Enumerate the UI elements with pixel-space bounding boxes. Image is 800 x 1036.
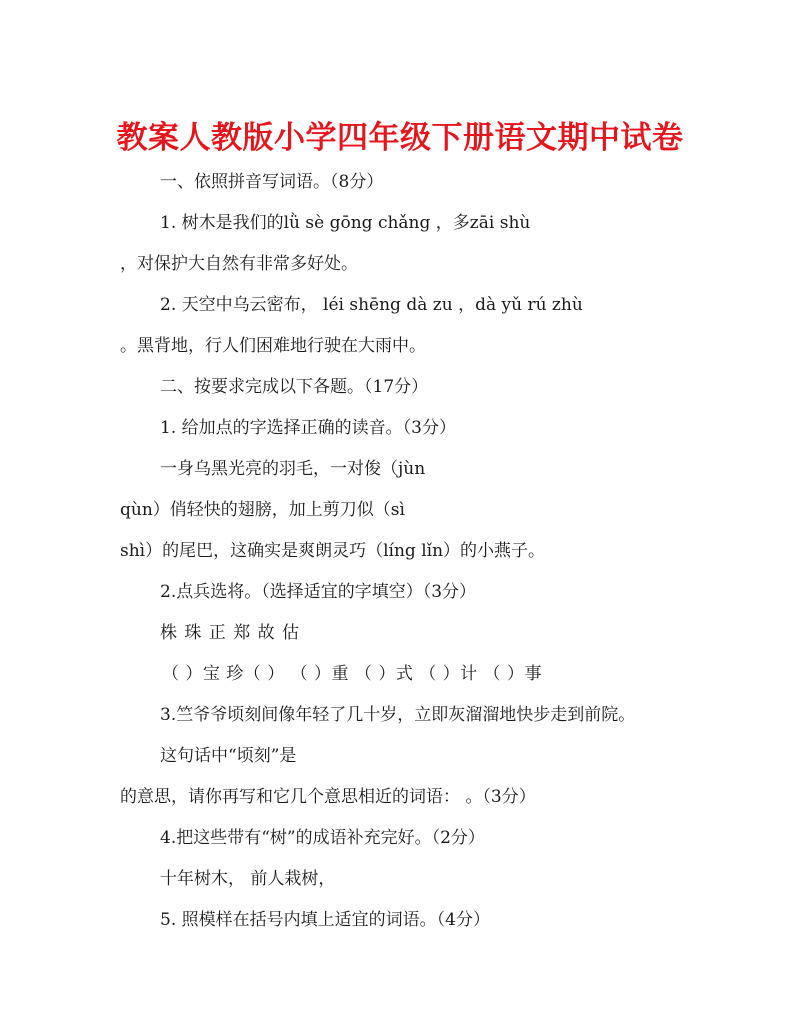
character-options: 株 珠 正 郑 故 估 bbox=[160, 623, 301, 643]
question-line: qùn）俏轻快的翅膀，加上剪刀似（sì bbox=[120, 500, 405, 520]
fill-blanks-row: （ ）宝 珍（ ） （ ）重 （ ）式 （ ）计 （ ）事 bbox=[162, 664, 542, 684]
question-line: 2.点兵选将。（选择适宜的字填空）（3分） bbox=[160, 582, 477, 602]
question-line: 2. 天空中乌云密布， léi shēng dà zu ，dà yǔ rú zhù bbox=[160, 295, 583, 315]
section-heading: 二、按要求完成以下各题。（17分） bbox=[160, 377, 429, 397]
question-line: 的意思，请你再写和它几个意思相近的词语： 。（3分） bbox=[120, 787, 536, 807]
question-line: 1. 树木是我们的lǜ sè gōng chǎng ，多zāi shù bbox=[160, 213, 531, 233]
question-line: 这句话中“顷刻”是 bbox=[160, 746, 297, 766]
question-line: 5. 照模样在括号内填上适宜的词语。（4分） bbox=[160, 910, 490, 930]
question-line: 1. 给加点的字选择正确的读音。（3分） bbox=[160, 418, 456, 438]
question-line: 4.把这些带有“树”的成语补充完好。（2分） bbox=[160, 828, 485, 848]
question-line: shì）的尾巴，这确实是爽朗灵巧（líng lǐn）的小燕子。 bbox=[120, 541, 546, 561]
section-heading: 一、依照拼音写词语。（8分） bbox=[160, 172, 384, 192]
question-line: 十年树木， 前人栽树， bbox=[160, 869, 336, 889]
question-line: 。黑背地，行人们困难地行驶在大雨中。 bbox=[120, 336, 426, 356]
question-line: 3.竺爷爷顷刻间像年轻了几十岁，立即灰溜溜地快步走到前院。 bbox=[160, 705, 636, 725]
question-line: 一身乌黑光亮的羽毛，一对俊（jùn bbox=[160, 459, 426, 479]
page-title: 教案人教版小学四年级下册语文期中试卷 bbox=[116, 120, 684, 156]
question-line: ，对保护大自然有非常多好处。 bbox=[120, 254, 358, 274]
